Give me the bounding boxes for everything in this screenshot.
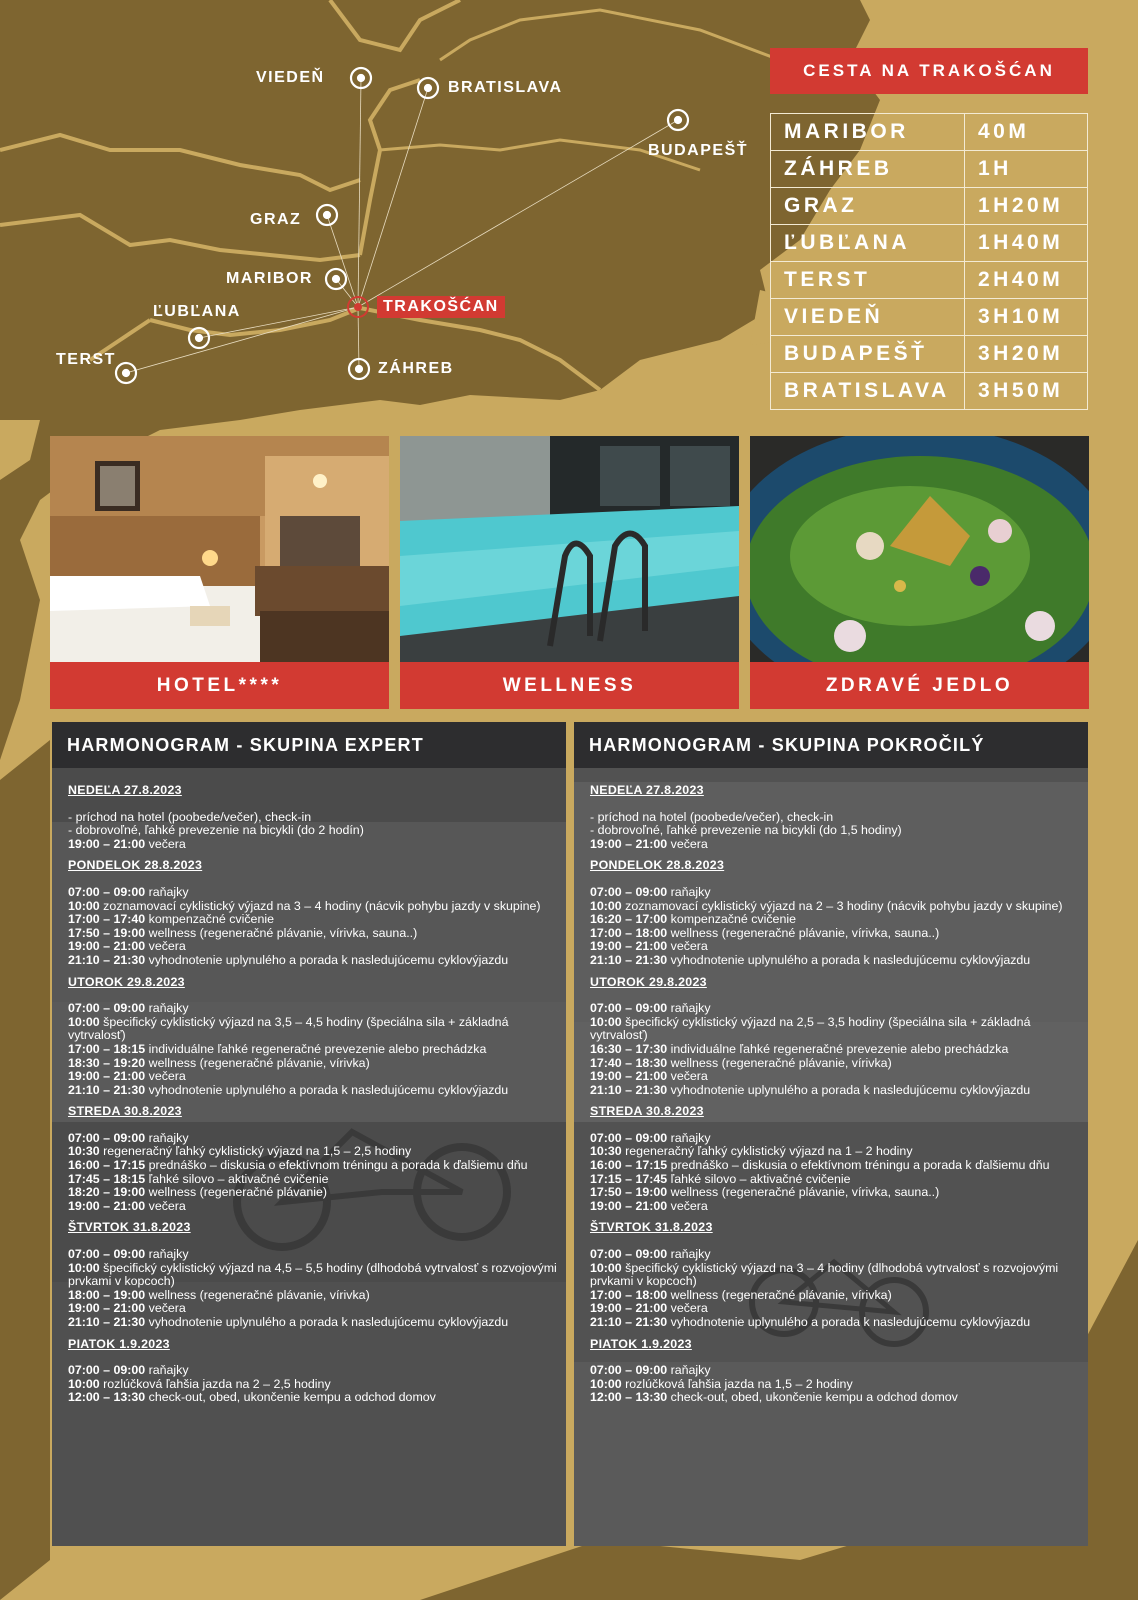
- schedule-line: [590, 1173, 1080, 1187]
- schedule-time: 21:10 – 21:30: [590, 952, 668, 967]
- day-heading: ŠTVRTOK 31.8.2023: [68, 1220, 191, 1235]
- schedule-time: 19:00 – 21:00: [590, 1069, 668, 1084]
- schedule-line: [590, 1200, 1080, 1214]
- schedule-day: [590, 859, 1080, 967]
- schedule-time: 07:00 – 09:00: [590, 1001, 668, 1016]
- schedule-activity: - príchod na hotel (poobede/večer), check-in: [68, 809, 312, 824]
- schedule-line: [590, 824, 1080, 838]
- schedule-time: 18:30 – 19:20: [68, 1055, 146, 1070]
- tile-caption: HOTEL****: [50, 662, 389, 709]
- schedule-activity: check-out, obed, ukončenie kempu a odchod domov: [148, 1390, 436, 1405]
- schedule-time: 17:40 – 18:30: [590, 1055, 668, 1070]
- route-row: [771, 336, 1088, 373]
- schedule-line: [590, 1391, 1080, 1405]
- route-table: [770, 113, 1088, 410]
- schedule-time: 07:00 – 09:00: [68, 1363, 146, 1378]
- schedule-time: 21:10 – 21:30: [68, 1082, 146, 1097]
- schedule-activity: regeneračný ľahký cyklistický výjazd na 1,5 – 2,5 hodiny: [103, 1144, 412, 1159]
- schedule-line: [68, 913, 558, 927]
- schedule-day: [68, 784, 558, 851]
- map-land-lower: [0, 740, 50, 1600]
- day-heading: UTOROK 29.8.2023: [68, 974, 185, 989]
- schedule-line: [590, 954, 1080, 968]
- schedule-day: [68, 1105, 558, 1213]
- schedule-time: 19:00 – 21:00: [68, 939, 146, 954]
- schedule-time: 19:00 – 21:00: [590, 1198, 668, 1213]
- schedule-time: 19:00 – 21:00: [68, 1301, 146, 1316]
- schedule-line: [590, 1302, 1080, 1316]
- schedule-time: 10:00: [590, 1014, 622, 1029]
- schedule-activity: ľahké silovo – aktivačné cvičenie: [670, 1171, 851, 1186]
- schedule-time: 07:00 – 09:00: [68, 1130, 146, 1145]
- schedule-activity: wellness (regeneračné plávanie): [148, 1185, 328, 1200]
- schedule-time: 17:15 – 17:45: [590, 1171, 668, 1186]
- city-label-terst: TERST: [56, 351, 116, 368]
- route-row: [771, 114, 1088, 151]
- schedule-line: [590, 1145, 1080, 1159]
- route-city: GRAZ: [771, 188, 965, 225]
- day-heading: PONDELOK 28.8.2023: [68, 858, 203, 873]
- schedule-day: [590, 1338, 1080, 1405]
- city-label-zahreb: ZÁHREB: [378, 360, 454, 377]
- schedule-line: [68, 1070, 558, 1084]
- route-title: CESTA NA TRAKOŠĆAN: [770, 48, 1088, 94]
- schedule-line: [590, 1248, 1080, 1262]
- schedule-line: [590, 1057, 1080, 1071]
- tile-wellness: [400, 436, 739, 709]
- schedule-line: [68, 838, 558, 852]
- schedule-activity: zoznamovací cyklistický výjazd na 3 – 4 hodiny (nácvik pohybu jazdy v skupine): [103, 898, 541, 913]
- route-city: VIEDEŇ: [771, 299, 965, 336]
- schedule-time: 16:00 – 17:15: [590, 1158, 668, 1173]
- day-heading: NEDEĽA 27.8.2023: [68, 783, 182, 797]
- schedule-line: [590, 1132, 1080, 1146]
- schedule-time: 21:10 – 21:30: [590, 1082, 668, 1097]
- day-heading: STREDA 30.8.2023: [68, 1104, 182, 1119]
- schedule-time: 10:00: [590, 898, 622, 913]
- schedule-activity: individuálne ľahké regeneračné prevezenie alebo prechádzka: [148, 1041, 487, 1056]
- schedule-activity: individuálne ľahké regeneračné prevezenie alebo prechádzka: [670, 1041, 1009, 1056]
- route-city: MARIBOR: [771, 114, 965, 151]
- schedule-activity: regeneračný ľahký cyklistický výjazd na 1 – 2 hodiny: [625, 1144, 913, 1159]
- day-heading: PIATOK 1.9.2023: [590, 1336, 692, 1351]
- schedule-line: [590, 838, 1080, 852]
- schedule-time: 12:00 – 13:30: [590, 1390, 668, 1405]
- schedule-activity: raňajky: [670, 1247, 711, 1262]
- day-heading: UTOROK 29.8.2023: [590, 974, 707, 989]
- schedule-activity: raňajky: [148, 1247, 189, 1262]
- city-label-graz: GRAZ: [250, 211, 302, 228]
- schedule-line: [68, 811, 558, 825]
- schedule-line: [68, 954, 558, 968]
- schedule-time: 19:00 – 21:00: [68, 836, 146, 851]
- tile-caption: WELLNESS: [400, 662, 739, 709]
- schedule-line: [68, 1043, 558, 1057]
- tile-caption: ZDRAVÉ JEDLO: [750, 662, 1089, 709]
- schedule-time: 21:10 – 21:30: [68, 952, 146, 967]
- schedule-line: [68, 927, 558, 941]
- schedule-time: 17:00 – 18:00: [590, 1287, 668, 1302]
- day-heading: STREDA 30.8.2023: [590, 1104, 704, 1119]
- schedule-time: 21:10 – 21:30: [590, 1315, 668, 1329]
- route-time: 2H40M: [965, 262, 1088, 299]
- schedule-time: 18:00 – 19:00: [68, 1287, 146, 1302]
- schedule-activity: večera: [148, 1301, 186, 1316]
- schedule-line: [68, 940, 558, 954]
- schedule-time: 07:00 – 09:00: [590, 884, 668, 899]
- city-label-bratislava: BRATISLAVA: [448, 79, 563, 96]
- schedule-activity: vyhodnotenie uplynulého a porada k nasledujúcemu cyklovýjazdu: [670, 952, 1031, 967]
- schedule-time: 17:50 – 19:00: [590, 1185, 668, 1200]
- schedule-line: [590, 1186, 1080, 1200]
- schedule-activity: večera: [670, 1069, 708, 1084]
- schedule-day: [590, 1221, 1080, 1329]
- schedule-line: [590, 913, 1080, 927]
- schedule-time: 10:00: [68, 1376, 100, 1391]
- route-time: 1H: [965, 151, 1088, 188]
- schedule-time: 19:00 – 21:00: [590, 939, 668, 954]
- schedule-time: 10:00: [590, 1376, 622, 1391]
- schedule-time: 19:00 – 21:00: [68, 1069, 146, 1084]
- schedule-time: 17:00 – 18:15: [68, 1041, 146, 1056]
- schedule-line: [590, 900, 1080, 914]
- schedule-activity: vyhodnotenie uplynulého a porada k nasledujúcemu cyklovýjazdu: [670, 1315, 1031, 1329]
- schedule-time: 12:00 – 13:30: [68, 1390, 146, 1405]
- route-time: 3H50M: [965, 373, 1088, 410]
- schedule-line: [68, 1057, 558, 1071]
- schedule-line: [68, 1200, 558, 1214]
- schedule-activity: prednáško – diskusia o efektívnom tréningu a porada k ďalšiemu dňu: [148, 1158, 528, 1173]
- schedule-line: [68, 1186, 558, 1200]
- schedule-line: [68, 1302, 558, 1316]
- schedule-time: 07:00 – 09:00: [590, 1130, 668, 1145]
- schedule-activity: raňajky: [148, 1001, 189, 1016]
- schedule-activity: večera: [148, 1069, 186, 1084]
- schedule-activity: špecifický cyklistický výjazd na 2,5 – 3,5 hodiny (špeciálna sila + základná vytrvalosť): [590, 1014, 1031, 1043]
- schedule-activity: rozlúčková ľahšia jazda na 1,5 – 2 hodiny: [625, 1376, 853, 1391]
- schedule-time: 17:00 – 17:40: [68, 912, 146, 927]
- route-time: 1H20M: [965, 188, 1088, 225]
- schedule-line: [590, 1378, 1080, 1392]
- schedule-panel-advanced: [574, 722, 1088, 1546]
- schedule-time: 07:00 – 09:00: [68, 1001, 146, 1016]
- schedule-line: [590, 1364, 1080, 1378]
- route-city: ĽUBĽANA: [771, 225, 965, 262]
- tile-hotel: [50, 436, 389, 709]
- schedule-activity: raňajky: [148, 884, 189, 899]
- schedule-activity: vyhodnotenie uplynulého a porada k nasledujúcemu cyklovýjazdu: [148, 952, 509, 967]
- route-time: 3H10M: [965, 299, 1088, 336]
- route-city: BUDAPEŠŤ: [771, 336, 965, 373]
- schedule-line: [68, 1289, 558, 1303]
- day-heading: PONDELOK 28.8.2023: [590, 858, 725, 873]
- schedule-time: 16:00 – 17:15: [68, 1158, 146, 1173]
- food-photo: [750, 436, 1089, 662]
- schedule-activity: vyhodnotenie uplynulého a porada k nasledujúcemu cyklovýjazdu: [148, 1082, 509, 1097]
- schedule-time: 10:30: [590, 1144, 622, 1159]
- schedule-activity: raňajky: [670, 1001, 711, 1016]
- route-row: [771, 373, 1088, 410]
- schedule-activity: ľahké silovo – aktivačné cvičenie: [148, 1171, 329, 1186]
- route-row: [771, 262, 1088, 299]
- schedule-line: [68, 1391, 558, 1405]
- schedule-day: [68, 1338, 558, 1405]
- schedule-activity: raňajky: [670, 1363, 711, 1378]
- schedule-line: [68, 886, 558, 900]
- route-city: BRATISLAVA: [771, 373, 965, 410]
- schedule-line: [590, 1084, 1080, 1098]
- schedule-activity: kompenzačné cvičenie: [670, 912, 796, 927]
- schedule-line: [590, 886, 1080, 900]
- city-label-maribor: MARIBOR: [226, 270, 313, 287]
- schedule-line: [590, 811, 1080, 825]
- hotel-photo: [50, 436, 389, 662]
- schedule-line: [68, 1378, 558, 1392]
- day-heading: ŠTVRTOK 31.8.2023: [590, 1220, 713, 1235]
- schedule-activity: wellness (regeneračné plávanie, vírivka): [670, 1287, 892, 1302]
- schedule-day: [590, 784, 1080, 851]
- schedule-time: 21:10 – 21:30: [68, 1315, 146, 1329]
- schedule-activity: wellness (regeneračné plávanie, vírivka, sauna..): [670, 925, 940, 940]
- schedule-line: [68, 1002, 558, 1016]
- schedule-time: 10:00: [68, 1014, 100, 1029]
- schedule-time: 10:00: [68, 1260, 100, 1275]
- route-time: 3H20M: [965, 336, 1088, 373]
- schedule-line: [590, 927, 1080, 941]
- schedule-time: 17:45 – 18:15: [68, 1171, 146, 1186]
- schedule-time: 18:20 – 19:00: [68, 1185, 146, 1200]
- schedule-activity: večera: [670, 939, 708, 954]
- schedule-line: [68, 1316, 558, 1330]
- route-time: 1H40M: [965, 225, 1088, 262]
- schedule-activity: večera: [670, 836, 708, 851]
- schedule-activity: večera: [670, 1301, 708, 1316]
- schedule-line: [590, 1043, 1080, 1057]
- schedule-activity: večera: [148, 1198, 186, 1213]
- schedule-line: [590, 1070, 1080, 1084]
- schedule-line: [68, 1364, 558, 1378]
- schedule-time: 07:00 – 09:00: [590, 1247, 668, 1262]
- day-heading: NEDEĽA 27.8.2023: [590, 783, 704, 797]
- schedule-activity: prednáško – diskusia o efektívnom tréningu a porada k ďalšiemu dňu: [670, 1158, 1050, 1173]
- schedule-body: [68, 784, 558, 1413]
- schedule-activity: wellness (regeneračné plávanie, vírivka): [670, 1055, 892, 1070]
- schedule-activity: zoznamovací cyklistický výjazd na 2 – 3 hodiny (nácvik pohybu jazdy v skupine): [625, 898, 1063, 913]
- schedule-day: [68, 859, 558, 967]
- day-heading: PIATOK 1.9.2023: [68, 1336, 170, 1351]
- schedule-line: [68, 1084, 558, 1098]
- schedule-time: 10:30: [68, 1144, 100, 1159]
- schedule-line: [68, 1145, 558, 1159]
- schedule-time: 07:00 – 09:00: [68, 1247, 146, 1262]
- route-city: ZÁHREB: [771, 151, 965, 188]
- schedule-time: 17:00 – 18:00: [590, 925, 668, 940]
- schedule-time: 07:00 – 09:00: [590, 1363, 668, 1378]
- schedule-line: [590, 1262, 1080, 1289]
- schedule-line: [68, 1173, 558, 1187]
- schedule-activity: - príchod na hotel (poobede/večer), check-in: [590, 809, 834, 824]
- route-row: [771, 299, 1088, 336]
- schedule-line: [68, 1159, 558, 1173]
- route-time: 40M: [965, 114, 1088, 151]
- schedule-time: 10:00: [68, 898, 100, 913]
- schedule-activity: wellness (regeneračné plávanie, vírivka, sauna..): [670, 1185, 940, 1200]
- schedule-activity: check-out, obed, ukončenie kempu a odchod domov: [670, 1390, 958, 1405]
- schedule-time: 07:00 – 09:00: [68, 884, 146, 899]
- schedule-panel-expert: [52, 722, 566, 1546]
- schedule-title: HARMONOGRAM - SKUPINA EXPERT: [52, 722, 566, 768]
- schedule-activity: špecifický cyklistický výjazd na 4,5 – 5,5 hodiny (dlhodobá vytrvalosť s rozvojovými prvkami v kopcoch): [68, 1260, 557, 1289]
- schedule-line: [590, 1002, 1080, 1016]
- schedule-time: 19:00 – 21:00: [590, 836, 668, 851]
- schedule-activity: špecifický cyklistický výjazd na 3 – 4 hodiny (dlhodobá vytrvalosť s rozvojovými prvkami v kopcoch): [590, 1260, 1059, 1289]
- schedule-title: HARMONOGRAM - SKUPINA POKROČILÝ: [574, 722, 1088, 768]
- schedule-line: [590, 1316, 1080, 1330]
- city-label-lublana: ĽUBĽANA: [153, 303, 241, 320]
- schedule-activity: wellness (regeneračné plávanie, vírivka, sauna..): [148, 925, 418, 940]
- schedule-activity: raňajky: [148, 1130, 189, 1145]
- schedule-day: [68, 1221, 558, 1329]
- schedule-day: [590, 976, 1080, 1098]
- schedule-time: 16:30 – 17:30: [590, 1041, 668, 1056]
- route-city: TERST: [771, 262, 965, 299]
- schedule-activity: večera: [148, 939, 186, 954]
- schedule-line: [68, 900, 558, 914]
- schedule-line: [68, 1262, 558, 1289]
- schedule-line: [68, 824, 558, 838]
- schedule-activity: wellness (regeneračné plávanie, vírivka): [148, 1287, 370, 1302]
- schedule-line: [68, 1132, 558, 1146]
- schedule-activity: vyhodnotenie uplynulého a porada k nasledujúcemu cyklovýjazdu: [148, 1315, 509, 1329]
- schedule-day: [68, 976, 558, 1098]
- schedule-activity: večera: [670, 1198, 708, 1213]
- schedule-activity: raňajky: [148, 1363, 189, 1378]
- schedule-time: 19:00 – 21:00: [590, 1301, 668, 1316]
- route-row: [771, 225, 1088, 262]
- schedule-line: [590, 1016, 1080, 1043]
- schedule-activity: - dobrovoľné, ľahké prevezenie na bicykli (do 1,5 hodiny): [590, 823, 902, 838]
- schedule-activity: vyhodnotenie uplynulého a porada k nasledujúcemu cyklovýjazdu: [670, 1082, 1031, 1097]
- schedule-line: [590, 940, 1080, 954]
- wellness-photo: [400, 436, 739, 662]
- schedule-activity: rozlúčková ľahšia jazda na 2 – 2,5 hodiny: [103, 1376, 331, 1391]
- schedule-day: [590, 1105, 1080, 1213]
- schedule-line: [590, 1159, 1080, 1173]
- schedule-activity: kompenzačné cvičenie: [148, 912, 274, 927]
- schedule-line: [68, 1016, 558, 1043]
- schedule-line: [590, 1289, 1080, 1303]
- schedule-body: [590, 784, 1080, 1413]
- city-label-budapest: BUDAPEŠŤ: [648, 142, 749, 159]
- schedule-line: [68, 1248, 558, 1262]
- route-row: [771, 188, 1088, 225]
- schedule-time: 19:00 – 21:00: [68, 1198, 146, 1213]
- city-label-viedne: VIEDEŇ: [256, 69, 325, 86]
- tile-food: [750, 436, 1089, 709]
- destination-label: TRAKOŠĆAN: [377, 296, 505, 318]
- schedule-activity: - dobrovoľné, ľahké prevezenie na bicykli (do 2 hodín): [68, 823, 364, 838]
- schedule-activity: večera: [148, 836, 186, 851]
- schedule-activity: raňajky: [670, 1130, 711, 1145]
- schedule-activity: raňajky: [670, 884, 711, 899]
- schedule-activity: špecifický cyklistický výjazd na 3,5 – 4,5 hodiny (špeciálna sila + základná vytrvalosť): [68, 1014, 509, 1043]
- route-row: [771, 151, 1088, 188]
- schedule-time: 10:00: [590, 1260, 622, 1275]
- schedule-time: 16:20 – 17:00: [590, 912, 668, 927]
- schedule-time: 17:50 – 19:00: [68, 925, 146, 940]
- schedule-activity: wellness (regeneračné plávanie, vírivka): [148, 1055, 370, 1070]
